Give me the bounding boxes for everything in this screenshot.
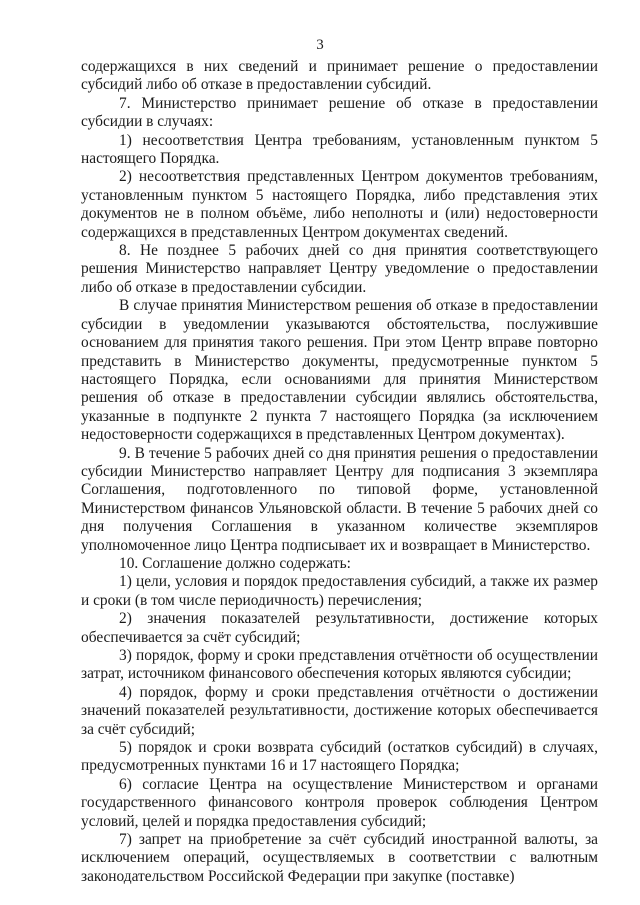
paragraph-clause-10-5: 5) порядок и сроки возврата субсидий (остатков субсидий) в случаях, предусмотренных пунктами 16 и 17 настоящего Порядка; <box>81 739 598 775</box>
paragraph-clause-10-7: 7) запрет на приобретение за счёт субсидий иностранной валюты, за исключением операций, осуществляемых в соответствии с валютным законодательством Российской Федерации при закупке (поставке) <box>81 831 598 885</box>
paragraph-clause-8: 8. Не позднее 5 рабочих дней со дня принятия соответствующего решения Министерство направляет Центру уведомление о предоставлении либо об отказе в предоставлении субсидии. <box>81 242 598 296</box>
paragraph-clause-9: 9. В течение 5 рабочих дней со дня принятия решения о предоставлении субсидии Министерство направляет Центру для подписания 3 экземпляра Соглашения, подготовленного по типовой форме, установленной Министерством финансов Ульяновской области. В течение 5 рабочих дней со дня получения Соглашения в указанном количестве экземпляров уполномоченное лицо Центра подписывает их и возвращает в Министерство. <box>81 444 598 554</box>
paragraph-clause-10-2: 2) значения показателей результативности, достижение которых обеспечивается за счёт субсидий; <box>81 610 598 646</box>
paragraph-continuation: содержащихся в них сведений и принимает решение о предоставлении субсидий либо об отказе в предоставлении субсидий. <box>81 58 598 94</box>
paragraph-clause-10-4: 4) порядок, форму и сроки представления отчётности о достижении значений показателей результативности, достижение которых обеспечивается за счёт субсидий; <box>81 683 598 738</box>
document-body <box>81 58 598 886</box>
page-number: 3 <box>316 37 324 53</box>
paragraph-clause-10-6: 6) согласие Центра на осуществление Министерством и органами государственного финансового контроля проверок соблюдения Центром условий, целей и порядка предоставления субсидий; <box>81 775 598 830</box>
paragraph-clause-8-refusal: В случае принятия Министерством решения об отказе в предоставлении субсидии в уведомлении указываются обстоятельства, послужившие основанием для принятия такого решения. При этом Центр вправе повторно представить в Министерство документы, предусмотренные пунктом 5 настоящего Порядка, если основаниями для принятия Министерством решения об отказе в предоставлении субсидии являлись обстоятельства, указанные в подпункте 2 пункта 7 настоящего Порядка (за исключением недостоверности содержащихся в представленных Центром документах). <box>81 297 598 444</box>
paragraph-clause-7-1: 1) несоответствия Центра требованиям, установленным пунктом 5 настоящего Порядка. <box>81 131 598 168</box>
paragraph-clause-10-3: 3) порядок, форму и сроки представления отчётности об осуществлении затрат, источником финансового обеспечения которых являются субсидии; <box>81 647 598 683</box>
paragraph-clause-7-2: 2) несоответствия представленных Центром документов требованиям, установленным пунктом 5 настоящего Порядка, либо представления этих документов не в полном объёме, либо неполноты и (или) недостоверности содержащихся в представленных Центром документах сведений. <box>81 168 598 241</box>
paragraph-clause-10: 10. Соглашение должно содержать: <box>119 554 351 572</box>
paragraph-clause-7: 7. Министерство принимает решение об отказе в предоставлении субсидии в случаях: <box>81 94 598 131</box>
paragraph-clause-10-1: 1) цели, условия и порядок предоставления субсидий, а также их размер и сроки (в том числе периодичность) перечисления; <box>81 573 598 609</box>
